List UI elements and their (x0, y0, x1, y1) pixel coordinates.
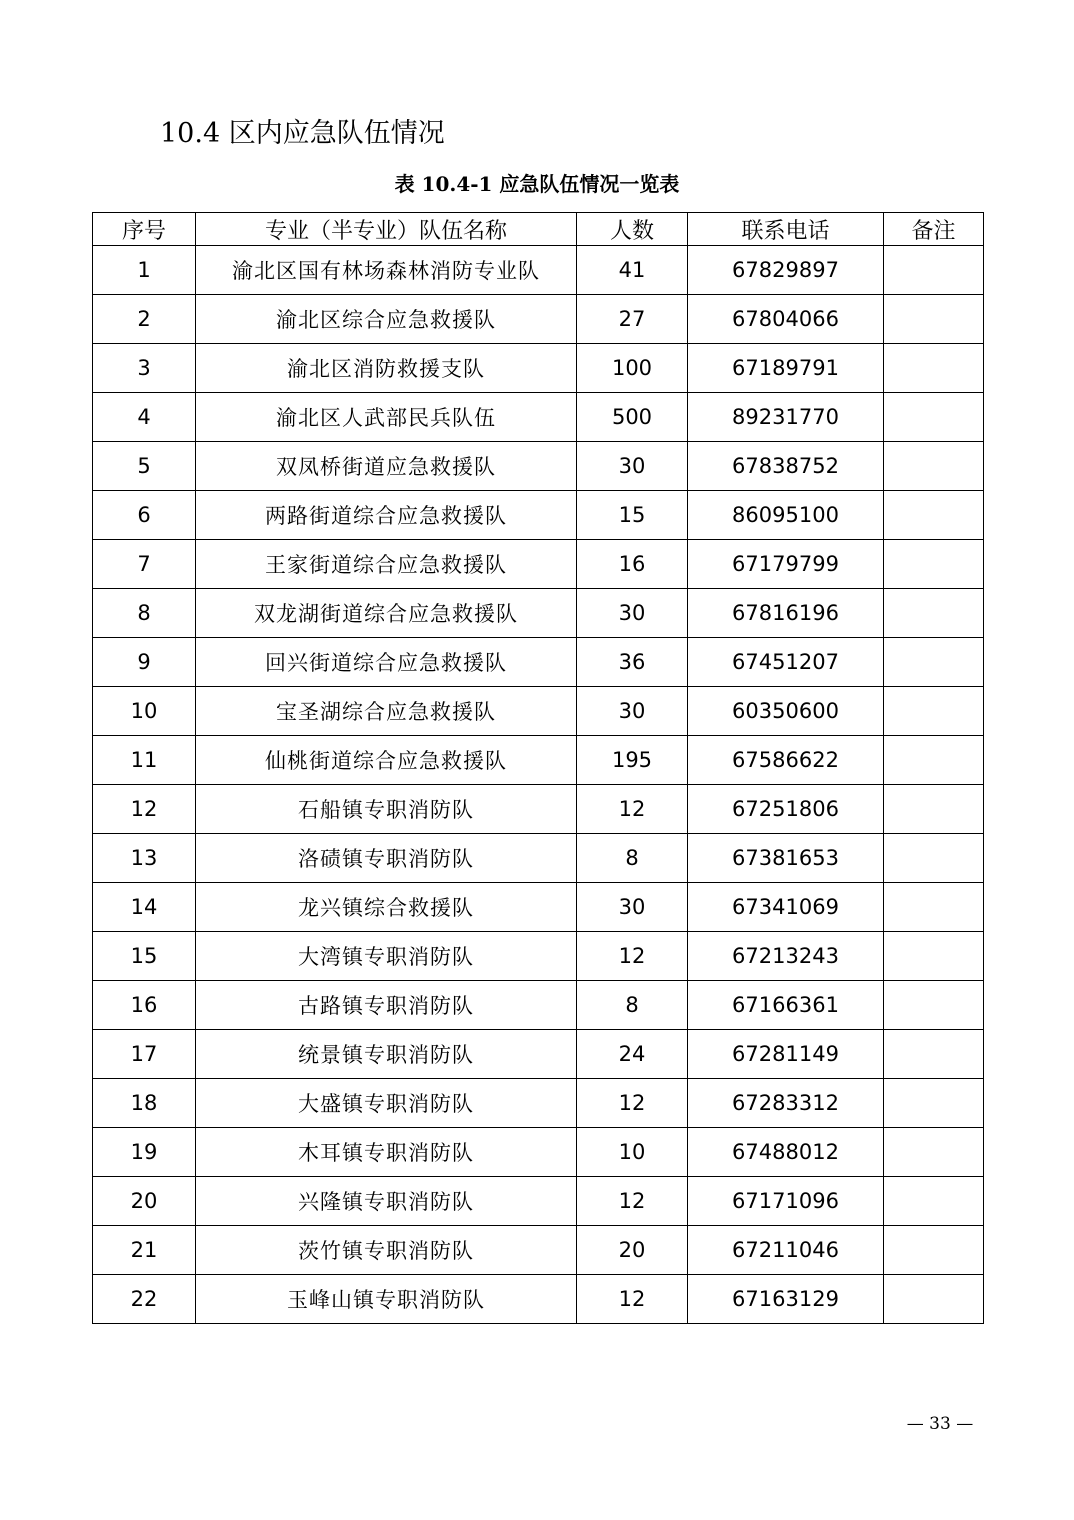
cell-index: 22 (93, 1275, 196, 1324)
cell-headcount: 27 (577, 295, 688, 344)
cell-headcount: 12 (577, 932, 688, 981)
cell-remarks (884, 736, 984, 785)
table-row (93, 344, 984, 393)
cell-team-name: 渝北区消防救援支队 (196, 344, 577, 393)
cell-index: 5 (93, 442, 196, 491)
cell-index: 6 (93, 491, 196, 540)
cell-team-name: 兴隆镇专职消防队 (196, 1177, 577, 1226)
table-row (93, 442, 984, 491)
cell-headcount: 24 (577, 1030, 688, 1079)
cell-phone: 67838752 (688, 442, 884, 491)
cell-headcount: 36 (577, 638, 688, 687)
cell-remarks (884, 932, 984, 981)
cell-index: 17 (93, 1030, 196, 1079)
cell-phone: 60350600 (688, 687, 884, 736)
cell-phone: 67816196 (688, 589, 884, 638)
cell-phone: 67341069 (688, 883, 884, 932)
cell-remarks (884, 1177, 984, 1226)
cell-team-name: 渝北区人武部民兵队伍 (196, 393, 577, 442)
cell-index: 7 (93, 540, 196, 589)
cell-headcount: 12 (577, 1079, 688, 1128)
cell-remarks (884, 1226, 984, 1275)
cell-headcount: 500 (577, 393, 688, 442)
cell-index: 15 (93, 932, 196, 981)
cell-index: 13 (93, 834, 196, 883)
cell-remarks (884, 393, 984, 442)
cell-remarks (884, 344, 984, 393)
cell-index: 11 (93, 736, 196, 785)
cell-phone: 67163129 (688, 1275, 884, 1324)
cell-remarks (884, 540, 984, 589)
emergency-teams-table (92, 212, 984, 1324)
page-number: — 33 — (906, 1414, 974, 1434)
cell-team-name: 茨竹镇专职消防队 (196, 1226, 577, 1275)
cell-team-name: 古路镇专职消防队 (196, 981, 577, 1030)
cell-remarks (884, 442, 984, 491)
table-row (93, 1226, 984, 1275)
cell-index: 3 (93, 344, 196, 393)
cell-headcount: 8 (577, 981, 688, 1030)
table-row (93, 491, 984, 540)
cell-phone: 67586622 (688, 736, 884, 785)
cell-phone: 67829897 (688, 246, 884, 295)
cell-team-name: 龙兴镇综合救援队 (196, 883, 577, 932)
cell-phone: 67211046 (688, 1226, 884, 1275)
cell-phone: 67213243 (688, 932, 884, 981)
cell-index: 12 (93, 785, 196, 834)
table-row (93, 687, 984, 736)
header-remarks: 备注 (884, 213, 984, 246)
cell-headcount: 12 (577, 785, 688, 834)
cell-team-name: 玉峰山镇专职消防队 (196, 1275, 577, 1324)
cell-remarks (884, 883, 984, 932)
header-team-name: 专业（半专业）队伍名称 (196, 213, 577, 246)
table-row (93, 246, 984, 295)
cell-team-name: 双凤桥街道应急救援队 (196, 442, 577, 491)
cell-team-name: 双龙湖街道综合应急救援队 (196, 589, 577, 638)
cell-team-name: 仙桃街道综合应急救援队 (196, 736, 577, 785)
table-row (93, 638, 984, 687)
cell-team-name: 王家街道综合应急救援队 (196, 540, 577, 589)
cell-headcount: 12 (577, 1275, 688, 1324)
table-caption: 表 10.4-1 应急队伍情况一览表 (394, 172, 680, 196)
table-row (93, 1177, 984, 1226)
cell-phone: 67283312 (688, 1079, 884, 1128)
cell-team-name: 宝圣湖综合应急救援队 (196, 687, 577, 736)
table-row (93, 785, 984, 834)
cell-team-name: 大湾镇专职消防队 (196, 932, 577, 981)
cell-phone: 67171096 (688, 1177, 884, 1226)
cell-team-name: 渝北区国有林场森林消防专业队 (196, 246, 577, 295)
table-row (93, 295, 984, 344)
cell-index: 19 (93, 1128, 196, 1177)
cell-remarks (884, 1079, 984, 1128)
cell-remarks (884, 981, 984, 1030)
cell-phone: 67281149 (688, 1030, 884, 1079)
cell-index: 14 (93, 883, 196, 932)
table-row (93, 834, 984, 883)
cell-remarks (884, 491, 984, 540)
cell-phone: 89231770 (688, 393, 884, 442)
cell-headcount: 30 (577, 442, 688, 491)
cell-phone: 67451207 (688, 638, 884, 687)
cell-phone: 67166361 (688, 981, 884, 1030)
cell-phone: 67804066 (688, 295, 884, 344)
cell-team-name: 木耳镇专职消防队 (196, 1128, 577, 1177)
cell-index: 18 (93, 1079, 196, 1128)
cell-phone: 67488012 (688, 1128, 884, 1177)
table-row (93, 883, 984, 932)
table-row (93, 932, 984, 981)
table-row (93, 1275, 984, 1324)
cell-remarks (884, 1030, 984, 1079)
cell-headcount: 20 (577, 1226, 688, 1275)
cell-headcount: 30 (577, 589, 688, 638)
cell-index: 20 (93, 1177, 196, 1226)
table-row (93, 981, 984, 1030)
cell-headcount: 16 (577, 540, 688, 589)
cell-index: 4 (93, 393, 196, 442)
section-heading: 10.4 区内应急队伍情况 (160, 118, 445, 149)
cell-index: 1 (93, 246, 196, 295)
cell-team-name: 统景镇专职消防队 (196, 1030, 577, 1079)
cell-headcount: 100 (577, 344, 688, 393)
cell-phone: 67189791 (688, 344, 884, 393)
cell-headcount: 10 (577, 1128, 688, 1177)
cell-phone: 67381653 (688, 834, 884, 883)
header-phone: 联系电话 (688, 213, 884, 246)
cell-remarks (884, 246, 984, 295)
cell-team-name: 洛碛镇专职消防队 (196, 834, 577, 883)
cell-remarks (884, 1128, 984, 1177)
cell-index: 9 (93, 638, 196, 687)
cell-phone: 67251806 (688, 785, 884, 834)
cell-team-name: 两路街道综合应急救援队 (196, 491, 577, 540)
cell-team-name: 大盛镇专职消防队 (196, 1079, 577, 1128)
table-row (93, 1030, 984, 1079)
cell-team-name: 渝北区综合应急救援队 (196, 295, 577, 344)
table-header-row (93, 213, 984, 246)
table-row (93, 1079, 984, 1128)
cell-remarks (884, 785, 984, 834)
cell-headcount: 41 (577, 246, 688, 295)
cell-index: 10 (93, 687, 196, 736)
header-headcount: 人数 (577, 213, 688, 246)
header-index: 序号 (93, 213, 196, 246)
cell-team-name: 石船镇专职消防队 (196, 785, 577, 834)
cell-headcount: 30 (577, 687, 688, 736)
cell-headcount: 8 (577, 834, 688, 883)
cell-remarks (884, 638, 984, 687)
table-row (93, 1128, 984, 1177)
cell-headcount: 195 (577, 736, 688, 785)
table-row (93, 736, 984, 785)
cell-remarks (884, 687, 984, 736)
cell-team-name: 回兴街道综合应急救援队 (196, 638, 577, 687)
cell-remarks (884, 295, 984, 344)
table-row (93, 393, 984, 442)
cell-index: 16 (93, 981, 196, 1030)
cell-remarks (884, 1275, 984, 1324)
cell-remarks (884, 589, 984, 638)
table-row (93, 589, 984, 638)
cell-remarks (884, 834, 984, 883)
cell-headcount: 30 (577, 883, 688, 932)
table-row (93, 540, 984, 589)
cell-index: 21 (93, 1226, 196, 1275)
cell-index: 8 (93, 589, 196, 638)
cell-phone: 67179799 (688, 540, 884, 589)
cell-headcount: 12 (577, 1177, 688, 1226)
cell-headcount: 15 (577, 491, 688, 540)
cell-phone: 86095100 (688, 491, 884, 540)
cell-index: 2 (93, 295, 196, 344)
